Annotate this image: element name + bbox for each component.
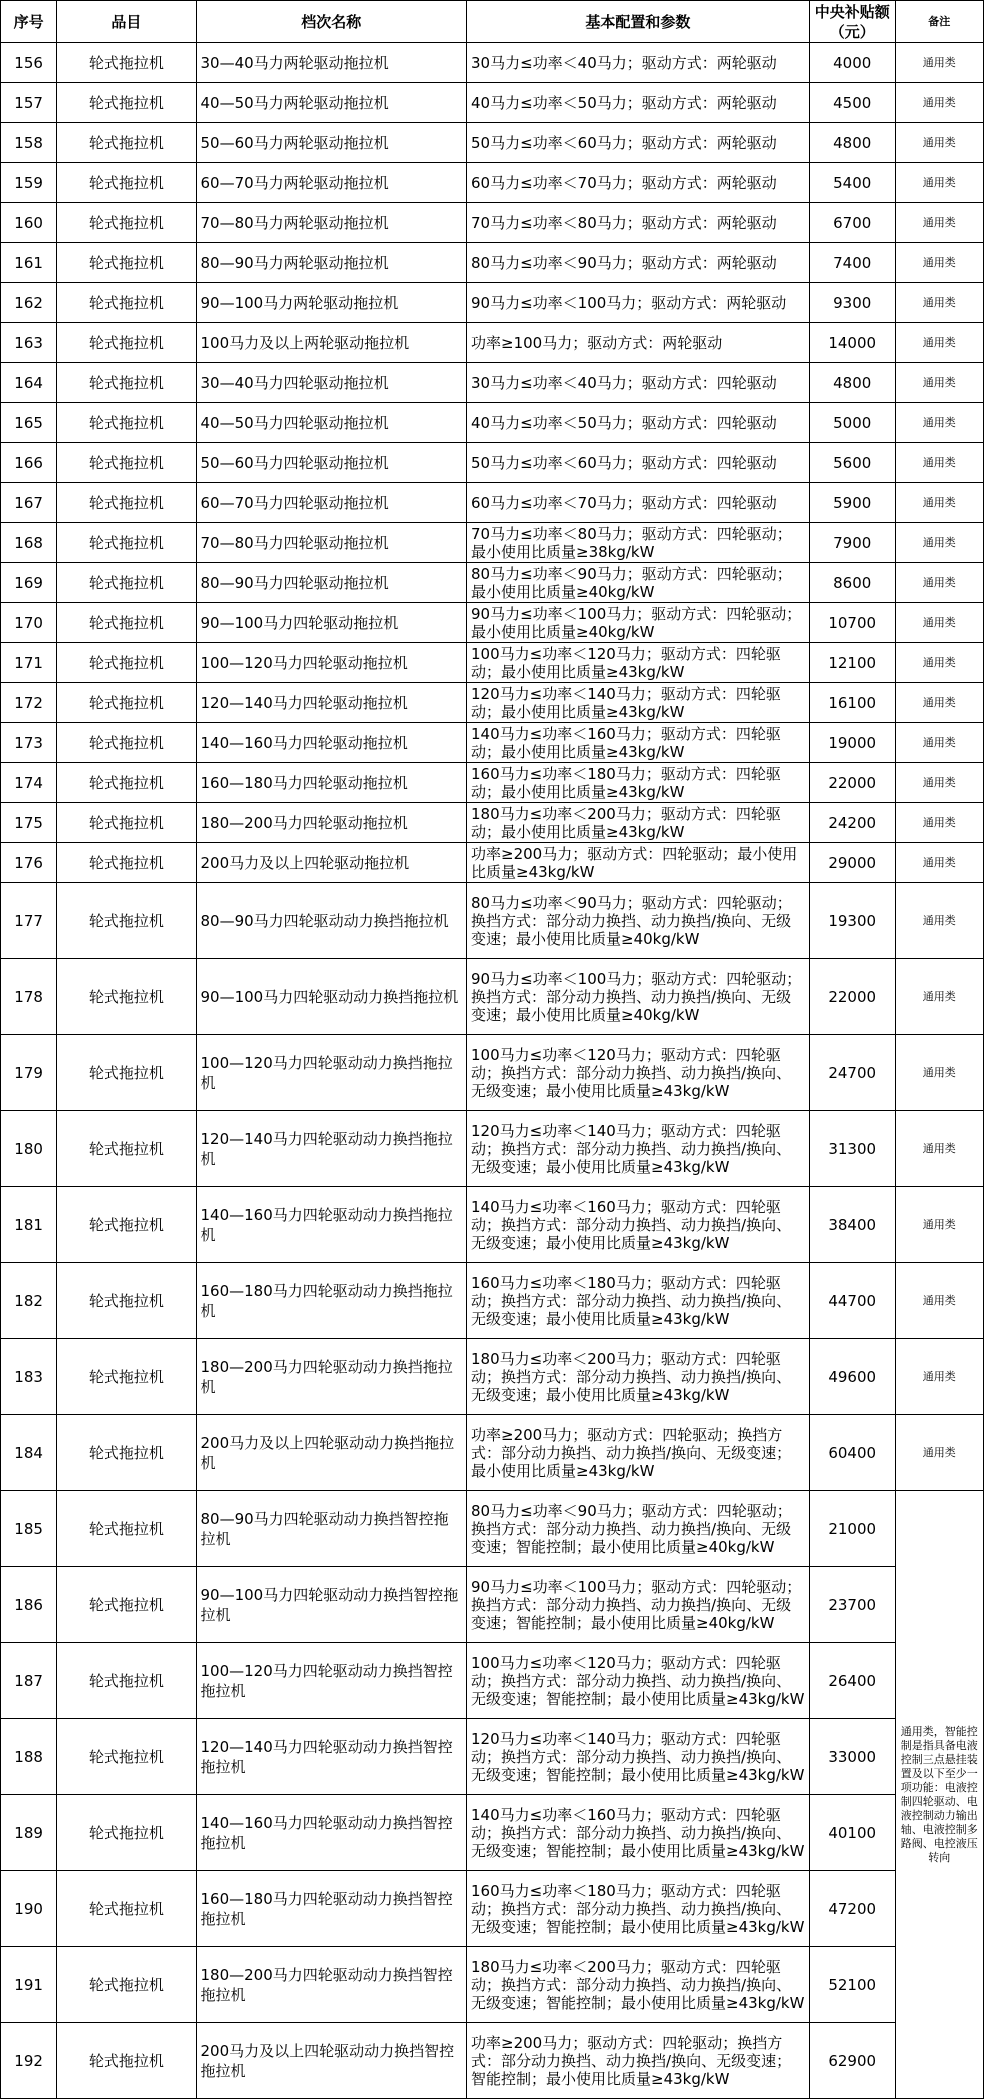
row-grade: 100—120马力四轮驱动拖拉机 bbox=[196, 643, 467, 683]
row-item: 轮式拖拉机 bbox=[57, 283, 196, 323]
row-subsidy: 31300 bbox=[809, 1111, 895, 1187]
merged-note: 通用类，智能控制是指具备电液控制三点悬挂装置及以下至少一项功能：电液控制四轮驱动、电液控制动力输出轴、电液控制多路阀、电控液压转向 bbox=[895, 1491, 983, 2099]
row-subsidy: 47200 bbox=[809, 1871, 895, 1947]
row-grade: 100—120马力四轮驱动动力换挡拖拉机 bbox=[196, 1035, 467, 1111]
row-note: 通用类 bbox=[895, 643, 983, 683]
row-item: 轮式拖拉机 bbox=[57, 1719, 196, 1795]
row-seq: 186 bbox=[1, 1567, 57, 1643]
row-subsidy: 7400 bbox=[809, 243, 895, 283]
row-item: 轮式拖拉机 bbox=[57, 763, 196, 803]
row-grade: 40—50马力四轮驱动拖拉机 bbox=[196, 403, 467, 443]
row-grade: 50—60马力四轮驱动拖拉机 bbox=[196, 443, 467, 483]
row-seq: 179 bbox=[1, 1035, 57, 1111]
row-item: 轮式拖拉机 bbox=[57, 1567, 196, 1643]
table-row bbox=[1, 443, 984, 483]
row-config: 功率≥100马力；驱动方式：两轮驱动 bbox=[467, 323, 810, 363]
row-note: 通用类 bbox=[895, 683, 983, 723]
table-body bbox=[1, 43, 984, 2099]
row-grade: 40—50马力两轮驱动拖拉机 bbox=[196, 83, 467, 123]
row-grade: 180—200马力四轮驱动动力换挡智控拖拉机 bbox=[196, 1947, 467, 2023]
row-subsidy: 23700 bbox=[809, 1567, 895, 1643]
table-row bbox=[1, 603, 984, 643]
row-subsidy: 5900 bbox=[809, 483, 895, 523]
row-grade: 60—70马力两轮驱动拖拉机 bbox=[196, 163, 467, 203]
header-grade: 档次名称 bbox=[196, 1, 467, 43]
table-row bbox=[1, 763, 984, 803]
row-seq: 191 bbox=[1, 1947, 57, 2023]
table-row bbox=[1, 403, 984, 443]
row-note: 通用类 bbox=[895, 283, 983, 323]
row-note: 通用类 bbox=[895, 243, 983, 283]
row-item: 轮式拖拉机 bbox=[57, 203, 196, 243]
row-seq: 164 bbox=[1, 363, 57, 403]
table-row bbox=[1, 683, 984, 723]
table-row bbox=[1, 1111, 984, 1187]
row-subsidy: 22000 bbox=[809, 959, 895, 1035]
header-note: 备注 bbox=[895, 1, 983, 43]
row-item: 轮式拖拉机 bbox=[57, 1795, 196, 1871]
row-note: 通用类 bbox=[895, 203, 983, 243]
row-seq: 190 bbox=[1, 1871, 57, 1947]
row-grade: 80—90马力四轮驱动动力换挡智控拖拉机 bbox=[196, 1491, 467, 1567]
row-item: 轮式拖拉机 bbox=[57, 683, 196, 723]
table-row bbox=[1, 563, 984, 603]
row-grade: 120—140马力四轮驱动动力换挡智控拖拉机 bbox=[196, 1719, 467, 1795]
row-item: 轮式拖拉机 bbox=[57, 1035, 196, 1111]
row-config: 90马力≤功率＜100马力；驱动方式：两轮驱动 bbox=[467, 283, 810, 323]
row-config: 30马力≤功率＜40马力；驱动方式：四轮驱动 bbox=[467, 363, 810, 403]
row-item: 轮式拖拉机 bbox=[57, 1339, 196, 1415]
row-grade: 120—140马力四轮驱动拖拉机 bbox=[196, 683, 467, 723]
row-note: 通用类 bbox=[895, 323, 983, 363]
row-grade: 200马力及以上四轮驱动拖拉机 bbox=[196, 843, 467, 883]
row-config: 40马力≤功率＜50马力；驱动方式：四轮驱动 bbox=[467, 403, 810, 443]
row-seq: 172 bbox=[1, 683, 57, 723]
row-seq: 177 bbox=[1, 883, 57, 959]
row-config: 180马力≤功率＜200马力；驱动方式：四轮驱动；最小使用比质量≥43kg/kW bbox=[467, 803, 810, 843]
row-item: 轮式拖拉机 bbox=[57, 843, 196, 883]
row-note: 通用类 bbox=[895, 403, 983, 443]
row-config: 100马力≤功率＜120马力；驱动方式：四轮驱动；换挡方式：部分动力换挡、动力换挡/换向、无级变速；智能控制；最小使用比质量≥43kg/kW bbox=[467, 1643, 810, 1719]
header-seq: 序号 bbox=[1, 1, 57, 43]
table-header-row bbox=[1, 1, 984, 43]
row-config: 80马力≤功率＜90马力；驱动方式：四轮驱动；换挡方式：部分动力换挡、动力换挡/换向、无级变速；最小使用比质量≥40kg/kW bbox=[467, 883, 810, 959]
row-grade: 180—200马力四轮驱动动力换挡拖拉机 bbox=[196, 1339, 467, 1415]
row-config: 80马力≤功率＜90马力；驱动方式：两轮驱动 bbox=[467, 243, 810, 283]
table-row bbox=[1, 43, 984, 83]
header-subsidy: 中央补贴额（元） bbox=[809, 1, 895, 43]
row-config: 功率≥200马力；驱动方式：四轮驱动；换挡方式：部分动力换挡、动力换挡/换向、无级变速；智能控制；最小使用比质量≥43kg/kW bbox=[467, 2023, 810, 2099]
row-note: 通用类 bbox=[895, 603, 983, 643]
table-row bbox=[1, 883, 984, 959]
row-item: 轮式拖拉机 bbox=[57, 323, 196, 363]
row-item: 轮式拖拉机 bbox=[57, 43, 196, 83]
row-grade: 70—80马力四轮驱动拖拉机 bbox=[196, 523, 467, 563]
header-config: 基本配置和参数 bbox=[467, 1, 810, 43]
row-note: 通用类 bbox=[895, 123, 983, 163]
row-config: 120马力≤功率＜140马力；驱动方式：四轮驱动；最小使用比质量≥43kg/kW bbox=[467, 683, 810, 723]
table-row bbox=[1, 203, 984, 243]
row-item: 轮式拖拉机 bbox=[57, 483, 196, 523]
row-note: 通用类 bbox=[895, 723, 983, 763]
row-config: 30马力≤功率＜40马力；驱动方式：两轮驱动 bbox=[467, 43, 810, 83]
row-seq: 168 bbox=[1, 523, 57, 563]
row-config: 120马力≤功率＜140马力；驱动方式：四轮驱动；换挡方式：部分动力换挡、动力换挡/换向、无级变速；最小使用比质量≥43kg/kW bbox=[467, 1111, 810, 1187]
row-note: 通用类 bbox=[895, 163, 983, 203]
table-row bbox=[1, 803, 984, 843]
row-subsidy: 5600 bbox=[809, 443, 895, 483]
table-row bbox=[1, 959, 984, 1035]
row-note: 通用类 bbox=[895, 1415, 983, 1491]
row-subsidy: 49600 bbox=[809, 1339, 895, 1415]
table-row bbox=[1, 163, 984, 203]
row-config: 80马力≤功率＜90马力；驱动方式：四轮驱动；最小使用比质量≥40kg/kW bbox=[467, 563, 810, 603]
row-note: 通用类 bbox=[895, 1187, 983, 1263]
row-subsidy: 4800 bbox=[809, 363, 895, 403]
row-config: 180马力≤功率＜200马力；驱动方式：四轮驱动；换挡方式：部分动力换挡、动力换挡/换向、无级变速；智能控制；最小使用比质量≥43kg/kW bbox=[467, 1947, 810, 2023]
row-seq: 173 bbox=[1, 723, 57, 763]
row-note: 通用类 bbox=[895, 1263, 983, 1339]
table-row bbox=[1, 1491, 984, 1567]
row-seq: 171 bbox=[1, 643, 57, 683]
row-item: 轮式拖拉机 bbox=[57, 723, 196, 763]
row-config: 60马力≤功率＜70马力；驱动方式：四轮驱动 bbox=[467, 483, 810, 523]
row-config: 90马力≤功率＜100马力；驱动方式：四轮驱动；换挡方式：部分动力换挡、动力换挡/换向、无级变速；智能控制；最小使用比质量≥40kg/kW bbox=[467, 1567, 810, 1643]
row-subsidy: 21000 bbox=[809, 1491, 895, 1567]
row-note: 通用类 bbox=[895, 483, 983, 523]
row-seq: 166 bbox=[1, 443, 57, 483]
row-subsidy: 5400 bbox=[809, 163, 895, 203]
table-row bbox=[1, 363, 984, 403]
row-item: 轮式拖拉机 bbox=[57, 1415, 196, 1491]
row-seq: 161 bbox=[1, 243, 57, 283]
row-note: 通用类 bbox=[895, 803, 983, 843]
row-grade: 70—80马力两轮驱动拖拉机 bbox=[196, 203, 467, 243]
row-seq: 188 bbox=[1, 1719, 57, 1795]
row-item: 轮式拖拉机 bbox=[57, 1187, 196, 1263]
row-note: 通用类 bbox=[895, 959, 983, 1035]
header-item: 品目 bbox=[57, 1, 196, 43]
row-seq: 167 bbox=[1, 483, 57, 523]
row-note: 通用类 bbox=[895, 1111, 983, 1187]
row-config: 140马力≤功率＜160马力；驱动方式：四轮驱动；换挡方式：部分动力换挡、动力换挡/换向、无级变速；智能控制；最小使用比质量≥43kg/kW bbox=[467, 1795, 810, 1871]
row-grade: 90—100马力两轮驱动拖拉机 bbox=[196, 283, 467, 323]
row-item: 轮式拖拉机 bbox=[57, 1491, 196, 1567]
row-seq: 165 bbox=[1, 403, 57, 443]
row-item: 轮式拖拉机 bbox=[57, 403, 196, 443]
row-note: 通用类 bbox=[895, 563, 983, 603]
row-item: 轮式拖拉机 bbox=[57, 563, 196, 603]
row-grade: 30—40马力两轮驱动拖拉机 bbox=[196, 43, 467, 83]
row-item: 轮式拖拉机 bbox=[57, 363, 196, 403]
row-subsidy: 8600 bbox=[809, 563, 895, 603]
row-subsidy: 12100 bbox=[809, 643, 895, 683]
row-subsidy: 24700 bbox=[809, 1035, 895, 1111]
row-seq: 182 bbox=[1, 1263, 57, 1339]
table-row bbox=[1, 483, 984, 523]
row-item: 轮式拖拉机 bbox=[57, 83, 196, 123]
row-subsidy: 44700 bbox=[809, 1263, 895, 1339]
row-config: 160马力≤功率＜180马力；驱动方式：四轮驱动；换挡方式：部分动力换挡、动力换挡/换向、无级变速；最小使用比质量≥43kg/kW bbox=[467, 1263, 810, 1339]
row-config: 90马力≤功率＜100马力；驱动方式：四轮驱动；最小使用比质量≥40kg/kW bbox=[467, 603, 810, 643]
row-seq: 183 bbox=[1, 1339, 57, 1415]
table-row bbox=[1, 1795, 984, 1871]
table-row bbox=[1, 1187, 984, 1263]
row-seq: 169 bbox=[1, 563, 57, 603]
row-seq: 187 bbox=[1, 1643, 57, 1719]
table-row bbox=[1, 2023, 984, 2099]
row-seq: 180 bbox=[1, 1111, 57, 1187]
row-seq: 158 bbox=[1, 123, 57, 163]
table-row bbox=[1, 723, 984, 763]
row-subsidy: 22000 bbox=[809, 763, 895, 803]
row-item: 轮式拖拉机 bbox=[57, 443, 196, 483]
row-subsidy: 7900 bbox=[809, 523, 895, 563]
row-item: 轮式拖拉机 bbox=[57, 1263, 196, 1339]
row-config: 70马力≤功率＜80马力；驱动方式：四轮驱动；最小使用比质量≥38kg/kW bbox=[467, 523, 810, 563]
row-grade: 50—60马力两轮驱动拖拉机 bbox=[196, 123, 467, 163]
row-note: 通用类 bbox=[895, 523, 983, 563]
row-item: 轮式拖拉机 bbox=[57, 959, 196, 1035]
row-seq: 170 bbox=[1, 603, 57, 643]
row-subsidy: 10700 bbox=[809, 603, 895, 643]
table-row bbox=[1, 643, 984, 683]
row-grade: 200马力及以上四轮驱动动力换挡智控拖拉机 bbox=[196, 2023, 467, 2099]
row-subsidy: 24200 bbox=[809, 803, 895, 843]
row-config: 180马力≤功率＜200马力；驱动方式：四轮驱动；换挡方式：部分动力换挡、动力换挡/换向、无级变速；最小使用比质量≥43kg/kW bbox=[467, 1339, 810, 1415]
row-note: 通用类 bbox=[895, 363, 983, 403]
row-item: 轮式拖拉机 bbox=[57, 1643, 196, 1719]
row-grade: 200马力及以上四轮驱动动力换挡拖拉机 bbox=[196, 1415, 467, 1491]
row-subsidy: 6700 bbox=[809, 203, 895, 243]
row-seq: 184 bbox=[1, 1415, 57, 1491]
row-note: 通用类 bbox=[895, 443, 983, 483]
row-config: 120马力≤功率＜140马力；驱动方式：四轮驱动；换挡方式：部分动力换挡、动力换挡/换向、无级变速；智能控制；最小使用比质量≥43kg/kW bbox=[467, 1719, 810, 1795]
row-config: 80马力≤功率＜90马力；驱动方式：四轮驱动；换挡方式：部分动力换挡、动力换挡/换向、无级变速；智能控制；最小使用比质量≥40kg/kW bbox=[467, 1491, 810, 1567]
row-grade: 140—160马力四轮驱动拖拉机 bbox=[196, 723, 467, 763]
row-grade: 80—90马力四轮驱动拖拉机 bbox=[196, 563, 467, 603]
row-seq: 175 bbox=[1, 803, 57, 843]
row-grade: 120—140马力四轮驱动动力换挡拖拉机 bbox=[196, 1111, 467, 1187]
table-row bbox=[1, 1871, 984, 1947]
row-seq: 160 bbox=[1, 203, 57, 243]
row-grade: 90—100马力四轮驱动动力换挡拖拉机 bbox=[196, 959, 467, 1035]
row-note: 通用类 bbox=[895, 1339, 983, 1415]
row-config: 40马力≤功率＜50马力；驱动方式：两轮驱动 bbox=[467, 83, 810, 123]
row-seq: 163 bbox=[1, 323, 57, 363]
table-row bbox=[1, 1567, 984, 1643]
row-config: 功率≥200马力；驱动方式：四轮驱动；换挡方式：部分动力换挡、动力换挡/换向、无级变速；最小使用比质量≥43kg/kW bbox=[467, 1415, 810, 1491]
row-seq: 176 bbox=[1, 843, 57, 883]
table-row bbox=[1, 1415, 984, 1491]
row-item: 轮式拖拉机 bbox=[57, 1111, 196, 1187]
row-note: 通用类 bbox=[895, 83, 983, 123]
row-seq: 181 bbox=[1, 1187, 57, 1263]
row-item: 轮式拖拉机 bbox=[57, 803, 196, 843]
row-subsidy: 5000 bbox=[809, 403, 895, 443]
row-item: 轮式拖拉机 bbox=[57, 163, 196, 203]
row-subsidy: 19000 bbox=[809, 723, 895, 763]
row-subsidy: 26400 bbox=[809, 1643, 895, 1719]
row-subsidy: 29000 bbox=[809, 843, 895, 883]
row-subsidy: 40100 bbox=[809, 1795, 895, 1871]
row-note: 通用类 bbox=[895, 43, 983, 83]
row-subsidy: 4000 bbox=[809, 43, 895, 83]
table-row bbox=[1, 1263, 984, 1339]
row-subsidy: 52100 bbox=[809, 1947, 895, 2023]
row-config: 50马力≤功率＜60马力；驱动方式：四轮驱动 bbox=[467, 443, 810, 483]
row-config: 50马力≤功率＜60马力；驱动方式：两轮驱动 bbox=[467, 123, 810, 163]
table-row bbox=[1, 243, 984, 283]
row-config: 70马力≤功率＜80马力；驱动方式：两轮驱动 bbox=[467, 203, 810, 243]
row-seq: 159 bbox=[1, 163, 57, 203]
row-grade: 180—200马力四轮驱动拖拉机 bbox=[196, 803, 467, 843]
row-config: 160马力≤功率＜180马力；驱动方式：四轮驱动；最小使用比质量≥43kg/kW bbox=[467, 763, 810, 803]
row-grade: 140—160马力四轮驱动动力换挡拖拉机 bbox=[196, 1187, 467, 1263]
table-row bbox=[1, 1339, 984, 1415]
row-config: 100马力≤功率＜120马力；驱动方式：四轮驱动；换挡方式：部分动力换挡、动力换挡/换向、无级变速；最小使用比质量≥43kg/kW bbox=[467, 1035, 810, 1111]
row-grade: 90—100马力四轮驱动动力换挡智控拖拉机 bbox=[196, 1567, 467, 1643]
row-note: 通用类 bbox=[895, 843, 983, 883]
row-config: 功率≥200马力；驱动方式：四轮驱动；最小使用比质量≥43kg/kW bbox=[467, 843, 810, 883]
row-config: 160马力≤功率＜180马力；驱动方式：四轮驱动；换挡方式：部分动力换挡、动力换挡/换向、无级变速；智能控制；最小使用比质量≥43kg/kW bbox=[467, 1871, 810, 1947]
row-grade: 160—180马力四轮驱动动力换挡智控拖拉机 bbox=[196, 1871, 467, 1947]
row-item: 轮式拖拉机 bbox=[57, 523, 196, 563]
row-subsidy: 4500 bbox=[809, 83, 895, 123]
row-item: 轮式拖拉机 bbox=[57, 883, 196, 959]
row-config: 140马力≤功率＜160马力；驱动方式：四轮驱动；最小使用比质量≥43kg/kW bbox=[467, 723, 810, 763]
row-seq: 192 bbox=[1, 2023, 57, 2099]
row-grade: 80—90马力四轮驱动动力换挡拖拉机 bbox=[196, 883, 467, 959]
row-config: 60马力≤功率＜70马力；驱动方式：两轮驱动 bbox=[467, 163, 810, 203]
row-subsidy: 38400 bbox=[809, 1187, 895, 1263]
table-row bbox=[1, 1035, 984, 1111]
row-grade: 100—120马力四轮驱动动力换挡智控拖拉机 bbox=[196, 1643, 467, 1719]
row-seq: 178 bbox=[1, 959, 57, 1035]
table-row bbox=[1, 323, 984, 363]
row-item: 轮式拖拉机 bbox=[57, 643, 196, 683]
row-note: 通用类 bbox=[895, 883, 983, 959]
row-item: 轮式拖拉机 bbox=[57, 123, 196, 163]
row-subsidy: 9300 bbox=[809, 283, 895, 323]
row-subsidy: 19300 bbox=[809, 883, 895, 959]
row-subsidy: 14000 bbox=[809, 323, 895, 363]
row-seq: 189 bbox=[1, 1795, 57, 1871]
row-note: 通用类 bbox=[895, 763, 983, 803]
row-item: 轮式拖拉机 bbox=[57, 243, 196, 283]
table-row bbox=[1, 1643, 984, 1719]
row-config: 140马力≤功率＜160马力；驱动方式：四轮驱动；换挡方式：部分动力换挡、动力换挡/换向、无级变速；最小使用比质量≥43kg/kW bbox=[467, 1187, 810, 1263]
row-item: 轮式拖拉机 bbox=[57, 2023, 196, 2099]
row-item: 轮式拖拉机 bbox=[57, 1871, 196, 1947]
row-seq: 156 bbox=[1, 43, 57, 83]
row-seq: 157 bbox=[1, 83, 57, 123]
row-subsidy: 60400 bbox=[809, 1415, 895, 1491]
row-subsidy: 33000 bbox=[809, 1719, 895, 1795]
row-grade: 30—40马力四轮驱动拖拉机 bbox=[196, 363, 467, 403]
row-grade: 140—160马力四轮驱动动力换挡智控拖拉机 bbox=[196, 1795, 467, 1871]
row-grade: 100马力及以上两轮驱动拖拉机 bbox=[196, 323, 467, 363]
row-seq: 174 bbox=[1, 763, 57, 803]
row-subsidy: 4800 bbox=[809, 123, 895, 163]
row-seq: 162 bbox=[1, 283, 57, 323]
row-grade: 90—100马力四轮驱动拖拉机 bbox=[196, 603, 467, 643]
table-row bbox=[1, 1719, 984, 1795]
row-item: 轮式拖拉机 bbox=[57, 603, 196, 643]
row-subsidy: 16100 bbox=[809, 683, 895, 723]
row-item: 轮式拖拉机 bbox=[57, 1947, 196, 2023]
row-subsidy: 62900 bbox=[809, 2023, 895, 2099]
row-grade: 80—90马力两轮驱动拖拉机 bbox=[196, 243, 467, 283]
row-note: 通用类 bbox=[895, 1035, 983, 1111]
table-row bbox=[1, 523, 984, 563]
row-grade: 160—180马力四轮驱动动力换挡拖拉机 bbox=[196, 1263, 467, 1339]
row-config: 90马力≤功率＜100马力；驱动方式：四轮驱动；换挡方式：部分动力换挡、动力换挡/换向、无级变速；最小使用比质量≥40kg/kW bbox=[467, 959, 810, 1035]
row-seq: 185 bbox=[1, 1491, 57, 1567]
table-row bbox=[1, 123, 984, 163]
table-row bbox=[1, 843, 984, 883]
row-grade: 60—70马力四轮驱动拖拉机 bbox=[196, 483, 467, 523]
table-row bbox=[1, 83, 984, 123]
row-grade: 160—180马力四轮驱动拖拉机 bbox=[196, 763, 467, 803]
table-row bbox=[1, 283, 984, 323]
row-config: 100马力≤功率＜120马力；驱动方式：四轮驱动；最小使用比质量≥43kg/kW bbox=[467, 643, 810, 683]
table-row bbox=[1, 1947, 984, 2023]
